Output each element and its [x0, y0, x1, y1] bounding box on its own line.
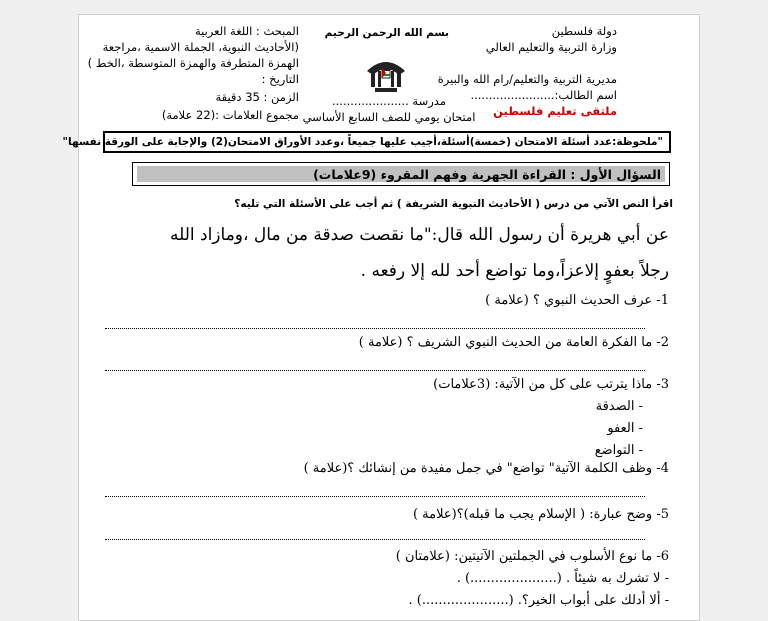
- time-label: الزمن : 35 دقيقة: [215, 90, 299, 104]
- note-box: [62, 131, 671, 153]
- directorate-name: مديرية التربية والتعليم/رام الله والبيرة: [437, 72, 617, 86]
- q6-item-2: - ألا أدلك على أبواب الخير؟. (.....................) .: [408, 593, 669, 608]
- answer-line-5[interactable]: [105, 539, 645, 540]
- question-4: 4- وظف الكلمة الآتية" تواضع" في جمل مفيدة من إنشائك ؟(علامة ): [303, 461, 669, 476]
- passage-line-2: رجلاً بعفوٍ إلاعزاً،وما تواضع أحد لله إلا رفعه .: [360, 261, 669, 281]
- answer-line-1[interactable]: [105, 328, 645, 329]
- total-marks-label: مجموع العلامات :(22 علامة): [161, 108, 299, 122]
- topics-line-2: الهمزة المتطرفة والهمزة المتوسطة ،الخط ): [87, 56, 299, 70]
- section-title: السؤال الأول : القراءة الجهرية وفهم المقروء (9علامات): [313, 167, 661, 182]
- question-5: 5- وضح عبارة: ( الإسلام يجب ما قبله)؟(علامة ): [412, 507, 669, 522]
- section-title-box: [132, 162, 670, 186]
- q3-item-forgiveness: - العفو: [607, 421, 643, 436]
- palestine-emblem-icon: [361, 51, 411, 97]
- basmala: بسم الله الرحمن الرحيم: [324, 27, 449, 39]
- q6-item-1: - لا تشرك به شيئاً . (.....................) .: [456, 571, 669, 586]
- question-3: 3- ماذا يترتب على كل من الآتية: (3علامات): [433, 377, 669, 392]
- date-field: التاريخ :: [261, 72, 299, 86]
- topics-line-1: (الأحاديث النبوية، الجملة الاسمية ،مراجعة: [102, 40, 299, 54]
- exam-page: [62, 14, 700, 621]
- exam-title: امتحان يومي للصف السابع الأساسي: [302, 110, 476, 124]
- student-name-field: اسم الطالب:.......................: [470, 88, 617, 102]
- question-2: 2- ما الفكرة العامة من الحديث النبوي الشريف ؟ (علامة ): [358, 335, 669, 350]
- ministry-name: وزارة التربية والتعليم العالي: [485, 40, 617, 54]
- passage-line-1: عن أبي هريرة أن رسول الله قال:"ما نقصت صدقة من مال ،ومازاد الله: [169, 225, 669, 245]
- school-field: مدرسة .....................: [332, 94, 446, 108]
- country-name: دولة فلسطين: [551, 24, 617, 38]
- subject-label: المبحث : اللغة العربية: [194, 24, 299, 38]
- q3-item-charity: - الصدقة: [595, 399, 643, 414]
- answer-line-4[interactable]: [105, 496, 645, 497]
- q3-item-humility: - التواضع: [594, 443, 643, 458]
- question-6: 6- ما نوع الأسلوب في الجملتين الآتيتين: (علامتان ): [395, 549, 669, 564]
- reading-instruction: اقرأ النص الآتي من درس ( الأحاديث النبوية الشريفة ) ثم أجب على الأسئلة التي تليه؟: [234, 198, 673, 210]
- note-text: "ملحوظة:عدد أسئلة الامتحان (خمسة)أسئلة،أجيب عليها جميعاً ،وعدد الأوراق الامتحان(2) والإجابة على الورقة نفسها": [62, 136, 663, 148]
- forum-label: ملتقى تعليم فلسطين: [493, 104, 617, 118]
- question-1: 1- عرف الحديث النبوي ؟ (علامة ): [485, 293, 669, 308]
- answer-line-2[interactable]: [105, 370, 645, 371]
